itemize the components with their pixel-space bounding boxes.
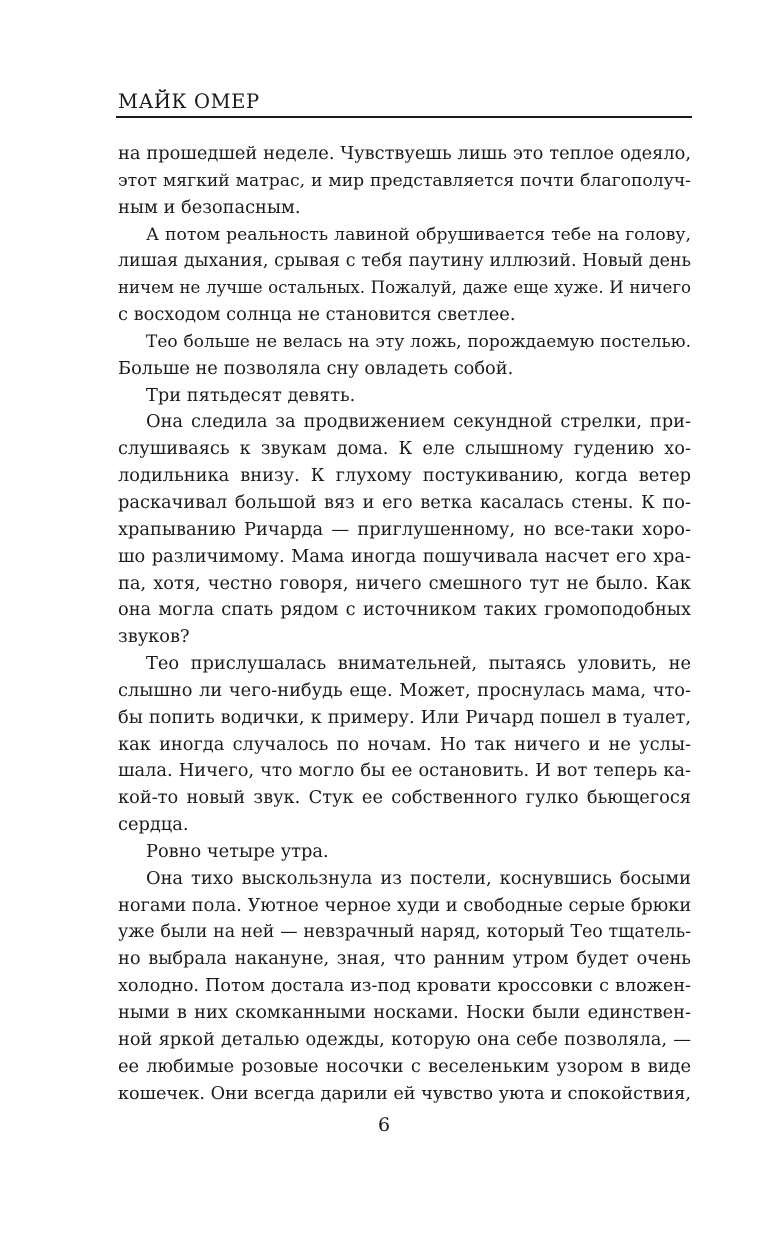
text-line: звуков? xyxy=(118,626,190,648)
paragraph xyxy=(118,651,691,839)
text-line: Она тихо выскользнула из постели, коснувшись босыми xyxy=(146,867,691,889)
page-number: 6 xyxy=(377,1114,391,1136)
text-line: Три пятьдесят девять. xyxy=(146,384,356,406)
text-line: Она следила за продвижением секундной стрелки, при- xyxy=(146,411,691,433)
paragraph xyxy=(118,222,691,329)
text-line: этот мягкий матрас, и мир представляется почти благополуч- xyxy=(118,170,691,191)
text-line: кой-то новый звук. Стук ее собственного гулко бьющегося xyxy=(118,787,691,809)
text-line: ничем не лучше остальных. Пожалуй, даже еще хуже. И ничего xyxy=(118,278,691,298)
text-line: лодильника внизу. К глухому постукиванию, когда ветер xyxy=(118,465,691,487)
text-line: па, хотя, честно говоря, ничего смешного тут не было. Как xyxy=(118,572,691,594)
paragraph xyxy=(118,383,691,410)
text-line: Тео прислушалась внимательней, пытаясь уловить, не xyxy=(146,653,691,675)
text-line: храпыванию Ричарда — приглушенному, но все-таки хоро- xyxy=(118,518,691,540)
text-line: ее любимые розовые носочки с веселеньким узором в виде xyxy=(118,1055,691,1077)
header-rule xyxy=(116,116,692,118)
text-line: Тео больше не велась на эту ложь, порождаемую постелью. xyxy=(146,331,691,352)
text-line: холодно. Потом достала из-под кровати кроссовки с вложен- xyxy=(118,976,691,997)
text-line: с восходом солнца не становится светлее. xyxy=(118,304,516,326)
text-line: слушиваясь к звукам дома. К еле слышному гудению хо- xyxy=(118,438,691,460)
text-line: уже были на ней — невзрачный наряд, который Тео тщатель- xyxy=(118,922,691,943)
paragraph xyxy=(118,141,691,222)
text-line: ной яркой деталью одежды, которую она себе позволяла, — xyxy=(118,1028,691,1050)
text-line: Больше не позволяла сну овладеть собой. xyxy=(118,357,514,379)
text-line: ногами пола. Уютное черное худи и свободные серые брюки xyxy=(118,894,691,916)
body-text xyxy=(118,141,691,1107)
text-line: Ровно четыре утра. xyxy=(146,840,329,862)
text-line: ными в них скомканными носками. Носки были единствен- xyxy=(118,1002,691,1023)
running-head-author: МАЙК ОМЕР xyxy=(118,90,260,113)
text-line: слышно ли чего-нибудь еще. Может, проснулась мама, что- xyxy=(118,679,691,701)
text-line: шо различимому. Мама иногда пошучивала насчет его хра- xyxy=(118,545,691,567)
text-line: шала. Ничего, что могло бы ее остановить. И вот теперь ка- xyxy=(118,760,691,782)
text-line: сердца. xyxy=(118,814,189,836)
text-line: кошечек. Они всегда дарили ей чувство уюта и спокойствия, xyxy=(118,1083,691,1104)
text-line: она могла спать рядом с источником таких громоподобных xyxy=(118,599,691,621)
text-line: на прошедшей неделе. Чувствуешь лишь это теплое одеяло, xyxy=(118,143,691,164)
text-line: лишая дыхания, срывая с тебя паутину иллюзий. Новый день xyxy=(118,251,691,272)
paragraph xyxy=(118,329,691,383)
text-line: как иногда случалось по ночам. Но так ничего и не услы- xyxy=(118,733,691,755)
text-line: но выбрала накануне, зная, что ранним утром будет очень xyxy=(118,948,691,970)
paragraph xyxy=(118,866,691,1108)
text-line: бы попить водички, к примеру. Или Ричард пошел в туалет, xyxy=(118,706,691,728)
paragraph xyxy=(118,409,691,651)
text-line: А потом реальность лавиной обрушивается тебе на голову, xyxy=(146,224,691,245)
text-line: раскачивал большой вяз и его ветка касалась стены. К по- xyxy=(118,491,691,513)
paragraph xyxy=(118,839,691,866)
text-line: ным и безопасным. xyxy=(118,196,301,218)
